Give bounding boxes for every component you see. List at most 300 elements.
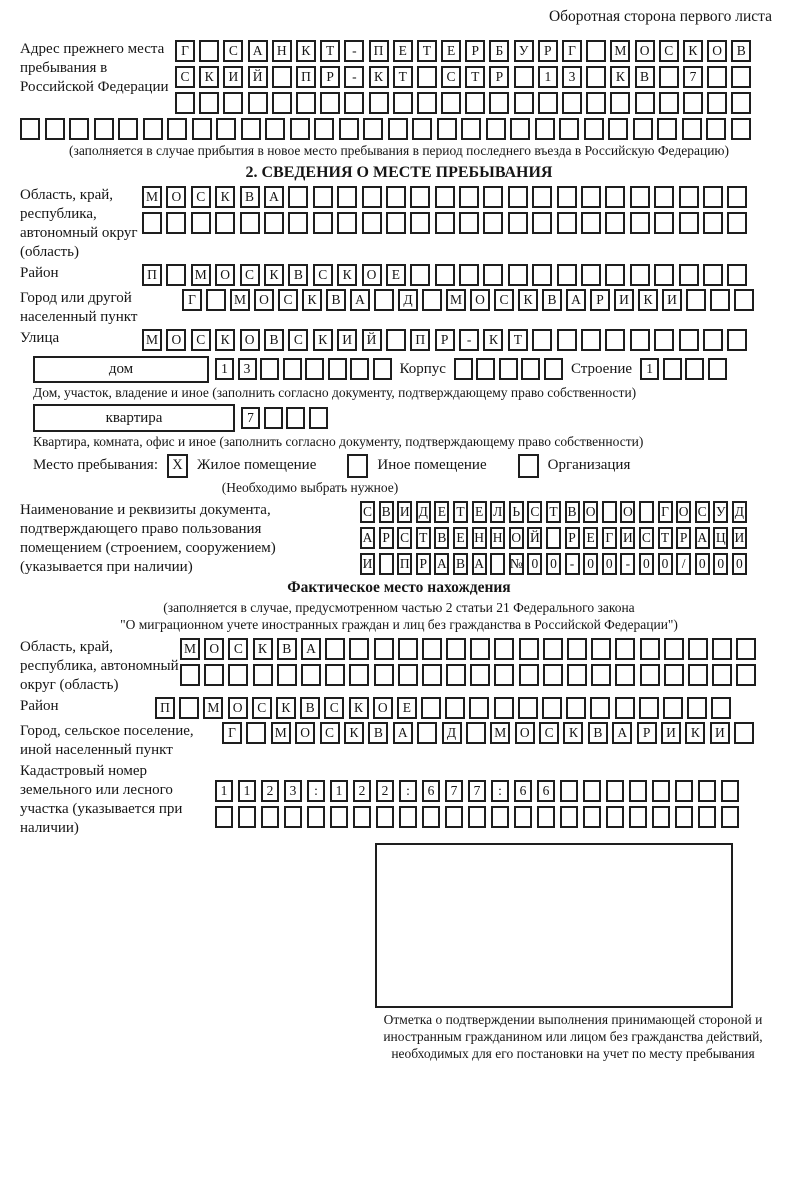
char-cell[interactable]: Р <box>320 66 340 88</box>
char-cell[interactable] <box>605 186 625 208</box>
char-cell[interactable]: А <box>350 289 370 311</box>
char-cell[interactable] <box>363 118 383 140</box>
char-cell[interactable] <box>532 264 552 286</box>
char-cell[interactable] <box>422 289 442 311</box>
char-cell[interactable] <box>698 780 716 802</box>
char-cell[interactable] <box>707 92 727 114</box>
char-cell[interactable]: С <box>527 501 542 523</box>
char-cell[interactable] <box>508 212 528 234</box>
char-cell[interactable] <box>532 186 552 208</box>
char-cell[interactable]: - <box>459 329 479 351</box>
char-cell[interactable] <box>260 358 279 380</box>
char-cell[interactable] <box>272 92 292 114</box>
char-cell[interactable] <box>514 806 532 828</box>
char-cell[interactable] <box>683 92 703 114</box>
char-cell[interactable]: О <box>215 264 235 286</box>
char-cell[interactable] <box>514 92 534 114</box>
char-cell[interactable] <box>206 289 226 311</box>
char-cell[interactable] <box>69 118 89 140</box>
char-cell[interactable] <box>166 264 186 286</box>
char-cell[interactable] <box>445 697 465 719</box>
char-cell[interactable] <box>446 664 466 686</box>
char-cell[interactable]: В <box>635 66 655 88</box>
char-cell[interactable]: 0 <box>602 553 617 575</box>
char-cell[interactable]: С <box>397 527 412 549</box>
char-cell[interactable] <box>204 664 224 686</box>
char-cell[interactable] <box>535 118 555 140</box>
char-cell[interactable]: 1 <box>215 780 233 802</box>
char-cell[interactable] <box>339 118 359 140</box>
char-cell[interactable]: С <box>695 501 710 523</box>
char-cell[interactable]: О <box>254 289 274 311</box>
char-cell[interactable] <box>710 289 730 311</box>
char-cell[interactable]: 0 <box>732 553 747 575</box>
char-cell[interactable]: О <box>635 40 655 62</box>
char-cell[interactable] <box>468 806 486 828</box>
char-cell[interactable] <box>557 264 577 286</box>
char-cell[interactable] <box>557 329 577 351</box>
char-cell[interactable]: 6 <box>514 780 532 802</box>
char-cell[interactable] <box>712 638 732 660</box>
char-cell[interactable] <box>731 66 751 88</box>
char-cell[interactable] <box>639 697 659 719</box>
char-cell[interactable] <box>736 638 756 660</box>
char-cell[interactable] <box>166 212 186 234</box>
char-cell[interactable] <box>583 806 601 828</box>
char-cell[interactable]: К <box>349 697 369 719</box>
char-cell[interactable]: В <box>542 289 562 311</box>
char-cell[interactable] <box>605 212 625 234</box>
char-cell[interactable]: : <box>491 780 509 802</box>
char-cell[interactable] <box>559 118 579 140</box>
char-cell[interactable] <box>373 358 392 380</box>
char-cell[interactable]: О <box>166 329 186 351</box>
char-cell[interactable] <box>459 212 479 234</box>
char-cell[interactable] <box>721 780 739 802</box>
char-cell[interactable]: 0 <box>658 553 673 575</box>
char-cell[interactable] <box>238 806 256 828</box>
char-cell[interactable] <box>546 527 561 549</box>
char-cell[interactable] <box>736 664 756 686</box>
char-cell[interactable]: Г <box>602 527 617 549</box>
char-cell[interactable]: Р <box>676 527 691 549</box>
char-cell[interactable] <box>543 638 563 660</box>
char-cell[interactable]: С <box>539 722 559 744</box>
char-cell[interactable]: И <box>223 66 243 88</box>
char-cell[interactable]: К <box>563 722 583 744</box>
char-cell[interactable]: Е <box>386 264 406 286</box>
char-cell[interactable] <box>215 806 233 828</box>
char-cell[interactable] <box>685 358 704 380</box>
char-cell[interactable] <box>657 118 677 140</box>
char-cell[interactable]: В <box>588 722 608 744</box>
char-cell[interactable]: 1 <box>238 780 256 802</box>
char-cell[interactable]: Т <box>546 501 561 523</box>
char-cell[interactable]: К <box>638 289 658 311</box>
char-cell[interactable] <box>337 186 357 208</box>
char-cell[interactable]: В <box>434 527 449 549</box>
char-cell[interactable] <box>581 186 601 208</box>
char-cell[interactable] <box>313 186 333 208</box>
char-cell[interactable]: А <box>434 553 449 575</box>
char-cell[interactable]: К <box>199 66 219 88</box>
char-cell[interactable] <box>731 118 751 140</box>
char-cell[interactable]: 1 <box>330 780 348 802</box>
char-cell[interactable] <box>518 697 538 719</box>
char-cell[interactable]: Р <box>538 40 558 62</box>
char-cell[interactable] <box>437 118 457 140</box>
char-cell[interactable] <box>349 664 369 686</box>
char-cell[interactable] <box>586 40 606 62</box>
char-cell[interactable]: 2 <box>261 780 279 802</box>
char-cell[interactable] <box>435 186 455 208</box>
char-cell[interactable] <box>253 664 273 686</box>
char-cell[interactable] <box>652 780 670 802</box>
char-cell[interactable] <box>459 186 479 208</box>
char-cell[interactable] <box>410 186 430 208</box>
char-cell[interactable] <box>192 118 212 140</box>
char-cell[interactable]: С <box>313 264 333 286</box>
char-cell[interactable] <box>246 722 266 744</box>
char-cell[interactable]: 6 <box>537 780 555 802</box>
char-cell[interactable] <box>328 358 347 380</box>
char-cell[interactable] <box>640 664 660 686</box>
char-cell[interactable]: С <box>659 40 679 62</box>
char-cell[interactable]: О <box>470 289 490 311</box>
char-cell[interactable]: В <box>379 501 394 523</box>
char-cell[interactable] <box>388 118 408 140</box>
char-cell[interactable] <box>417 92 437 114</box>
char-cell[interactable] <box>635 92 655 114</box>
char-cell[interactable] <box>349 638 369 660</box>
char-cell[interactable] <box>615 638 635 660</box>
char-cell[interactable] <box>721 806 739 828</box>
char-cell[interactable]: Ь <box>509 501 524 523</box>
char-cell[interactable]: И <box>732 527 747 549</box>
char-cell[interactable] <box>461 118 481 140</box>
char-cell[interactable]: Й <box>248 66 268 88</box>
char-cell[interactable]: Р <box>489 66 509 88</box>
char-cell[interactable]: Й <box>527 527 542 549</box>
char-cell[interactable] <box>272 66 292 88</box>
char-cell[interactable]: Г <box>658 501 673 523</box>
char-cell[interactable]: К <box>518 289 538 311</box>
char-cell[interactable]: 3 <box>284 780 302 802</box>
char-cell[interactable] <box>228 664 248 686</box>
char-cell[interactable]: О <box>707 40 727 62</box>
char-cell[interactable] <box>337 212 357 234</box>
char-cell[interactable] <box>711 697 731 719</box>
char-cell[interactable]: Р <box>590 289 610 311</box>
char-cell[interactable] <box>374 638 394 660</box>
char-cell[interactable] <box>654 212 674 234</box>
char-cell[interactable] <box>659 66 679 88</box>
char-cell[interactable] <box>445 806 463 828</box>
char-cell[interactable] <box>353 806 371 828</box>
char-cell[interactable]: М <box>490 722 510 744</box>
char-cell[interactable]: - <box>565 553 580 575</box>
char-cell[interactable] <box>446 638 466 660</box>
char-cell[interactable]: У <box>514 40 534 62</box>
char-cell[interactable]: Т <box>508 329 528 351</box>
char-cell[interactable] <box>118 118 138 140</box>
char-cell[interactable]: В <box>277 638 297 660</box>
char-cell[interactable] <box>301 664 321 686</box>
char-cell[interactable] <box>654 186 674 208</box>
char-cell[interactable]: К <box>215 186 235 208</box>
char-cell[interactable]: М <box>203 697 223 719</box>
char-cell[interactable] <box>727 329 747 351</box>
char-cell[interactable] <box>606 780 624 802</box>
char-cell[interactable]: Д <box>732 501 747 523</box>
char-cell[interactable] <box>199 92 219 114</box>
char-cell[interactable]: С <box>223 40 243 62</box>
char-cell[interactable] <box>532 329 552 351</box>
char-cell[interactable] <box>537 806 555 828</box>
char-cell[interactable] <box>639 501 654 523</box>
char-cell[interactable]: / <box>676 553 691 575</box>
char-cell[interactable]: Е <box>397 697 417 719</box>
char-cell[interactable]: Г <box>175 40 195 62</box>
char-cell[interactable] <box>688 664 708 686</box>
char-cell[interactable]: - <box>344 66 364 88</box>
char-cell[interactable]: 0 <box>695 553 710 575</box>
char-cell[interactable]: Е <box>453 527 468 549</box>
char-cell[interactable]: 1 <box>538 66 558 88</box>
char-cell[interactable] <box>379 553 394 575</box>
char-cell[interactable] <box>466 722 486 744</box>
char-cell[interactable] <box>441 92 461 114</box>
char-cell[interactable]: Г <box>222 722 242 744</box>
char-cell[interactable] <box>290 118 310 140</box>
char-cell[interactable] <box>679 264 699 286</box>
char-cell[interactable]: С <box>288 329 308 351</box>
char-cell[interactable]: С <box>441 66 461 88</box>
char-cell[interactable] <box>586 92 606 114</box>
char-cell[interactable] <box>350 358 369 380</box>
char-cell[interactable]: А <box>248 40 268 62</box>
char-cell[interactable]: А <box>360 527 375 549</box>
char-cell[interactable]: Т <box>416 527 431 549</box>
char-cell[interactable] <box>630 264 650 286</box>
char-cell[interactable]: 2 <box>353 780 371 802</box>
char-cell[interactable] <box>499 358 518 380</box>
char-cell[interactable] <box>422 664 442 686</box>
house-type-box[interactable] <box>33 356 209 383</box>
char-cell[interactable] <box>708 358 727 380</box>
char-cell[interactable] <box>630 212 650 234</box>
char-cell[interactable] <box>605 329 625 351</box>
char-cell[interactable]: К <box>683 40 703 62</box>
char-cell[interactable] <box>143 118 163 140</box>
char-cell[interactable] <box>508 186 528 208</box>
char-cell[interactable] <box>261 806 279 828</box>
char-cell[interactable]: О <box>166 186 186 208</box>
char-cell[interactable]: К <box>344 722 364 744</box>
char-cell[interactable] <box>362 212 382 234</box>
char-cell[interactable] <box>45 118 65 140</box>
char-cell[interactable] <box>241 118 261 140</box>
char-cell[interactable] <box>142 212 162 234</box>
char-cell[interactable]: П <box>142 264 162 286</box>
char-cell[interactable] <box>544 358 563 380</box>
char-cell[interactable]: С <box>191 329 211 351</box>
char-cell[interactable]: К <box>215 329 235 351</box>
char-cell[interactable]: Т <box>453 501 468 523</box>
char-cell[interactable]: П <box>155 697 175 719</box>
char-cell[interactable]: - <box>344 40 364 62</box>
char-cell[interactable]: В <box>288 264 308 286</box>
char-cell[interactable]: Р <box>565 527 580 549</box>
char-cell[interactable]: С <box>228 638 248 660</box>
char-cell[interactable] <box>435 264 455 286</box>
char-cell[interactable] <box>591 664 611 686</box>
char-cell[interactable]: В <box>264 329 284 351</box>
char-cell[interactable]: С <box>320 722 340 744</box>
char-cell[interactable] <box>179 697 199 719</box>
char-cell[interactable]: О <box>515 722 535 744</box>
char-cell[interactable] <box>630 329 650 351</box>
char-cell[interactable] <box>663 358 682 380</box>
char-cell[interactable] <box>199 40 219 62</box>
char-cell[interactable] <box>216 118 236 140</box>
char-cell[interactable] <box>606 806 624 828</box>
checkbox-organization[interactable] <box>518 454 539 478</box>
char-cell[interactable]: М <box>271 722 291 744</box>
char-cell[interactable]: Е <box>434 501 449 523</box>
char-cell[interactable] <box>399 806 417 828</box>
char-cell[interactable]: О <box>362 264 382 286</box>
char-cell[interactable] <box>586 66 606 88</box>
char-cell[interactable] <box>486 118 506 140</box>
char-cell[interactable]: М <box>610 40 630 62</box>
char-cell[interactable] <box>296 92 316 114</box>
char-cell[interactable]: О <box>240 329 260 351</box>
char-cell[interactable] <box>490 553 505 575</box>
char-cell[interactable] <box>94 118 114 140</box>
char-cell[interactable]: А <box>301 638 321 660</box>
char-cell[interactable] <box>491 806 509 828</box>
char-cell[interactable]: Р <box>435 329 455 351</box>
apartment-type-box[interactable] <box>33 404 235 432</box>
char-cell[interactable]: А <box>566 289 586 311</box>
char-cell[interactable] <box>703 264 723 286</box>
char-cell[interactable] <box>633 118 653 140</box>
char-cell[interactable]: Т <box>393 66 413 88</box>
char-cell[interactable] <box>654 329 674 351</box>
char-cell[interactable] <box>560 806 578 828</box>
char-cell[interactable] <box>412 118 432 140</box>
char-cell[interactable]: Т <box>658 527 673 549</box>
char-cell[interactable] <box>590 697 610 719</box>
char-cell[interactable] <box>215 212 235 234</box>
char-cell[interactable] <box>470 638 490 660</box>
char-cell[interactable]: И <box>710 722 730 744</box>
char-cell[interactable] <box>521 358 540 380</box>
char-cell[interactable] <box>679 329 699 351</box>
char-cell[interactable]: О <box>295 722 315 744</box>
char-cell[interactable]: К <box>313 329 333 351</box>
char-cell[interactable]: Н <box>272 40 292 62</box>
char-cell[interactable]: А <box>472 553 487 575</box>
char-cell[interactable] <box>679 186 699 208</box>
char-cell[interactable] <box>640 638 660 660</box>
char-cell[interactable]: 1 <box>215 358 234 380</box>
char-cell[interactable]: А <box>612 722 632 744</box>
char-cell[interactable] <box>629 806 647 828</box>
char-cell[interactable]: Е <box>583 527 598 549</box>
char-cell[interactable] <box>664 638 684 660</box>
char-cell[interactable] <box>557 186 577 208</box>
char-cell[interactable] <box>277 664 297 686</box>
char-cell[interactable]: С <box>360 501 375 523</box>
char-cell[interactable] <box>465 92 485 114</box>
char-cell[interactable] <box>167 118 187 140</box>
char-cell[interactable] <box>703 329 723 351</box>
char-cell[interactable] <box>557 212 577 234</box>
char-cell[interactable] <box>362 186 382 208</box>
char-cell[interactable] <box>20 118 40 140</box>
char-cell[interactable]: К <box>685 722 705 744</box>
char-cell[interactable] <box>283 358 302 380</box>
char-cell[interactable] <box>369 92 389 114</box>
char-cell[interactable]: В <box>300 697 320 719</box>
char-cell[interactable] <box>591 638 611 660</box>
char-cell[interactable] <box>421 697 441 719</box>
char-cell[interactable]: Е <box>441 40 461 62</box>
char-cell[interactable] <box>386 212 406 234</box>
char-cell[interactable] <box>707 66 727 88</box>
char-cell[interactable]: И <box>360 553 375 575</box>
char-cell[interactable] <box>470 664 490 686</box>
char-cell[interactable]: П <box>369 40 389 62</box>
char-cell[interactable]: В <box>368 722 388 744</box>
char-cell[interactable] <box>659 92 679 114</box>
char-cell[interactable] <box>344 92 364 114</box>
char-cell[interactable] <box>581 212 601 234</box>
char-cell[interactable]: С <box>175 66 195 88</box>
char-cell[interactable] <box>712 664 732 686</box>
char-cell[interactable]: Р <box>379 527 394 549</box>
char-cell[interactable]: Г <box>562 40 582 62</box>
char-cell[interactable]: А <box>393 722 413 744</box>
char-cell[interactable]: Г <box>182 289 202 311</box>
char-cell[interactable] <box>679 212 699 234</box>
char-cell[interactable] <box>734 289 754 311</box>
char-cell[interactable] <box>731 92 751 114</box>
char-cell[interactable] <box>652 806 670 828</box>
char-cell[interactable] <box>374 289 394 311</box>
char-cell[interactable]: П <box>410 329 430 351</box>
char-cell[interactable]: А <box>264 186 284 208</box>
char-cell[interactable]: 1 <box>640 358 659 380</box>
char-cell[interactable] <box>698 806 716 828</box>
char-cell[interactable]: С <box>324 697 344 719</box>
char-cell[interactable]: К <box>302 289 322 311</box>
char-cell[interactable]: О <box>373 697 393 719</box>
char-cell[interactable]: Т <box>320 40 340 62</box>
char-cell[interactable]: 3 <box>238 358 257 380</box>
char-cell[interactable]: М <box>230 289 250 311</box>
char-cell[interactable]: Ц <box>713 527 728 549</box>
char-cell[interactable] <box>307 806 325 828</box>
char-cell[interactable]: П <box>397 553 412 575</box>
char-cell[interactable] <box>410 212 430 234</box>
char-cell[interactable] <box>398 664 418 686</box>
char-cell[interactable] <box>727 186 747 208</box>
char-cell[interactable] <box>191 212 211 234</box>
char-cell[interactable] <box>629 780 647 802</box>
